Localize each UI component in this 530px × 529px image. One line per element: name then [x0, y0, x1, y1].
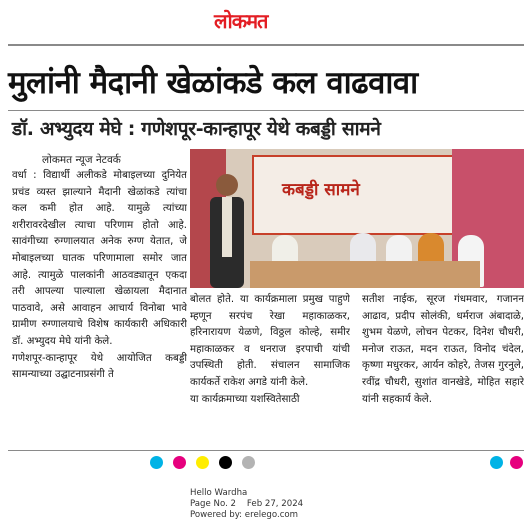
registration-mark-cyan-right: [490, 456, 503, 469]
stage-table: [250, 261, 480, 288]
article-headline: मुलांनी मैदानी खेळांकडे कल वाढवावा: [8, 65, 418, 101]
article-byline: लोकमत न्यूज नेटवर्क: [42, 154, 121, 166]
registration-mark-magenta: [173, 456, 186, 469]
masthead: [0, 0, 530, 44]
headline-divider: [8, 110, 524, 111]
event-photo: [190, 149, 524, 288]
article-bottom-rule: [8, 450, 524, 451]
article-subheadline: डॉ. अभ्युदय मेघे : गणेशपूर-कान्हापूर येथे कबड्डी सामने: [12, 118, 381, 140]
footer-edition: Hello Wardha: [190, 488, 248, 498]
footer-powered-by: Powered by: erelego.com: [190, 510, 299, 520]
article-column-1: वर्धा : विद्यार्थी अलीकडे मोबाइलच्या दुनियेत प्रचंड व्यस्त झाल्याने मैदानी खेळांकडे त्यांचा कल कमी होत आहे. यामुळे त्यांच्या शरीरावरदेखील त्याचा परिणाम होतो आहे. सावंगीच्या रुग्णालयात अनेक रुग्ण येतात, जे मोबाइलच्या घातक परिणामाला समोर जात आहे. त्यामुळे पालकांनी आठवड्यातून एकदा तरी आपल्या पाल्याला खेळायला मैदानात पाठवावे, असे आवाहन आचार्य विनोबा भावे ग्रामीण रुग्णालयाचे विशेष कार्यकारी अधिकारी डॉ. अभ्युदय मेघे यांनी केले. गणेशपूर-कान्हापूर येथे आयोजित कबड्डी सामन्याच्या उद्घाटनाप्रसंगी ते: [12, 170, 187, 381]
registration-mark-gray: [242, 456, 255, 469]
masthead-divider: [8, 44, 524, 46]
newspaper-logo: लोकमत: [214, 9, 268, 33]
footer-page-date: Page No. 2 Feb 27, 2024: [190, 499, 304, 509]
article-column-2: बोलत होते. या कार्यक्रमाला प्रमुख पाहुणे म्हणून सरपंच रेखा महाकाळकर, हरिनारायण येळणे, विठ्ठल कोल्हे, समीर महाकाळकर व धनराज इरपाची यांची उपस्थिती होती. संचालन सामाजिक कार्यकर्ते राकेश अगडे यांनी केले. या कार्यक्रमाच्या यशस्वितेसाठी: [190, 294, 350, 405]
registration-mark-magenta-right: [510, 456, 523, 469]
page-footer: [190, 488, 303, 521]
registration-mark-cyan: [150, 456, 163, 469]
registration-mark-black: [219, 456, 232, 469]
stage-banner-text: कबड्डी सामने: [282, 180, 360, 200]
speaker-figure: [204, 163, 250, 288]
article-column-3: सतीश नाईक, सूरज गंधमवार, गजानन आढाव, प्रदीप सोलंकी, धर्मराज अंबादाळे, शुभम येळणे, लोचन पेटकर, दिनेश चौधरी, मनोज राऊत, मदन राऊत, विनोद चंदेल, कृष्णा मधुरकर, आर्यन कोहरे, तेजस गुरनुले, रवींद्र चौधरी, सुशांत वानखेडे, मोहित सहारे यांनी सहकार्य केले.: [362, 294, 524, 405]
registration-mark-yellow: [196, 456, 209, 469]
